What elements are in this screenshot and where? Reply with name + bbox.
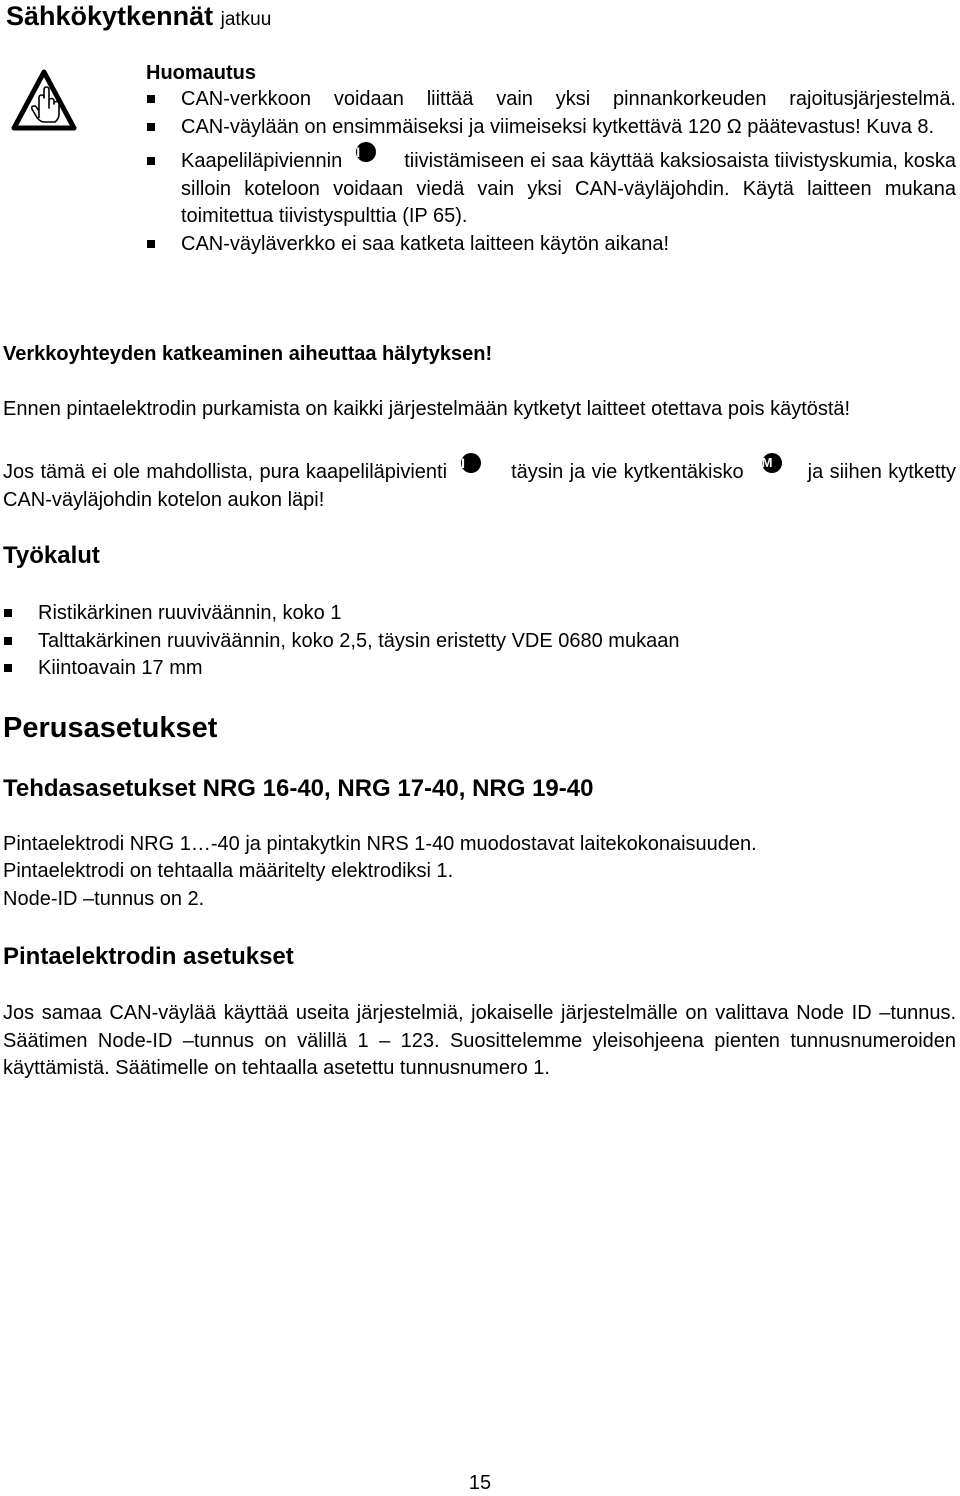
note-item — [146, 86, 956, 114]
tool-item-text: Talttakärkinen ruuviväännin, koko 2,5, täysin eristetty VDE 0680 mukaan — [38, 629, 680, 652]
factory-line: Pintaelektrodi NRG 1…-40 ja pintakytkin NRS 1-40 muodostavat laitekokonaisuuden. — [3, 833, 757, 855]
bullet-icon — [4, 664, 12, 672]
note-item-text-after: tiivistämiseen ei saa käyttää kaksiosaista tiivistyskumia, koska silloin koteloon voidaan viedä vain yksi CAN-väyläjohdin. Käytä laitteen mukana toimitettua tiivistyspulttia (IP 65). — [181, 150, 956, 227]
factory-line: Node-ID –tunnus on 2. — [3, 888, 205, 910]
tool-item — [3, 655, 679, 683]
paragraph-part: Jos tämä ei ole mahdollista, pura kaapeliläpivienti — [3, 461, 448, 483]
bullet-icon — [147, 240, 155, 248]
tool-item-text: Ristikärkinen ruuviväännin, koko 1 — [38, 602, 342, 624]
bullet-icon — [4, 637, 12, 645]
basic-settings-heading: Perusasetukset — [3, 712, 218, 744]
marker-i-icon: I — [356, 142, 376, 162]
bullet-icon — [147, 123, 155, 131]
note-item-text: CAN-verkkoon voidaan liittää vain yksi pinnankorkeuden rajoitusjärjestelmä. — [181, 88, 956, 110]
electrode-settings-heading: Pintaelektrodin asetukset — [3, 943, 294, 970]
tools-heading: Työkalut — [3, 542, 100, 569]
page-title-main: Sähkökytkennät — [6, 1, 214, 31]
note-item-text: CAN-väylään on ensimmäiseksi ja viimeiseksi kytkettävä 120 Ω päätevastus! Kuva 8. — [181, 115, 935, 138]
bullet-icon — [147, 157, 155, 165]
paragraph-disconnect: Ennen pintaelektrodin purkamista on kaikki järjestelmään kytketyt laitteet otettava pois käytöstä! — [3, 398, 851, 420]
warning-hand-icon — [10, 68, 78, 132]
paragraph-part: täysin ja vie kytkentäkisko — [511, 461, 744, 483]
tools-list — [3, 600, 679, 683]
tool-item-text: Kiintoavain 17 mm — [38, 657, 203, 679]
factory-settings-heading: Tehdasasetukset NRG 16-40, NRG 17-40, NRG 19-40 — [3, 775, 594, 802]
note-heading: Huomautus — [146, 62, 256, 84]
warning-line: Verkkoyhteyden katkeaminen aiheuttaa hälytyksen! — [3, 343, 493, 365]
bullet-icon — [4, 609, 12, 617]
marker-i-icon: I — [461, 453, 481, 473]
note-item — [146, 144, 956, 231]
note-item-text-before: Kaapeliläpiviennin — [181, 150, 343, 172]
tool-item — [3, 600, 679, 628]
page-title — [6, 0, 271, 36]
page-title-subtitle: jatkuu — [220, 9, 272, 30]
note-item — [146, 114, 956, 142]
note-item-text: CAN-väyläverkko ei saa katketa laitteen käytön aikana! — [181, 232, 670, 255]
marker-m-icon: M — [762, 453, 782, 473]
tool-item — [3, 628, 679, 656]
paragraph-part: ja siihen kytketty CAN-väyläjohdin kotelon aukon läpi! — [3, 461, 956, 511]
paragraph-instructions — [3, 455, 956, 514]
bullet-icon — [147, 95, 155, 103]
note-item — [146, 231, 956, 259]
note-list — [146, 86, 956, 258]
electrode-settings-text: Jos samaa CAN-väylää käyttää useita järjestelmiä, jokaiselle järjestelmälle on valittava Node ID –tunnus. Säätimen Node-ID –tunnus on välillä 1 – 123. Suosittelemme yleisohjeena pienten tunnusnumeroiden käyttämistä. Säätimelle on tehtaalla asetettu tunnusnumero 1. — [3, 1002, 956, 1079]
page-number: 15 — [468, 1472, 492, 1494]
factory-line: Pintaelektrodi on tehtaalla määritelty elektrodiksi 1. — [3, 860, 454, 882]
